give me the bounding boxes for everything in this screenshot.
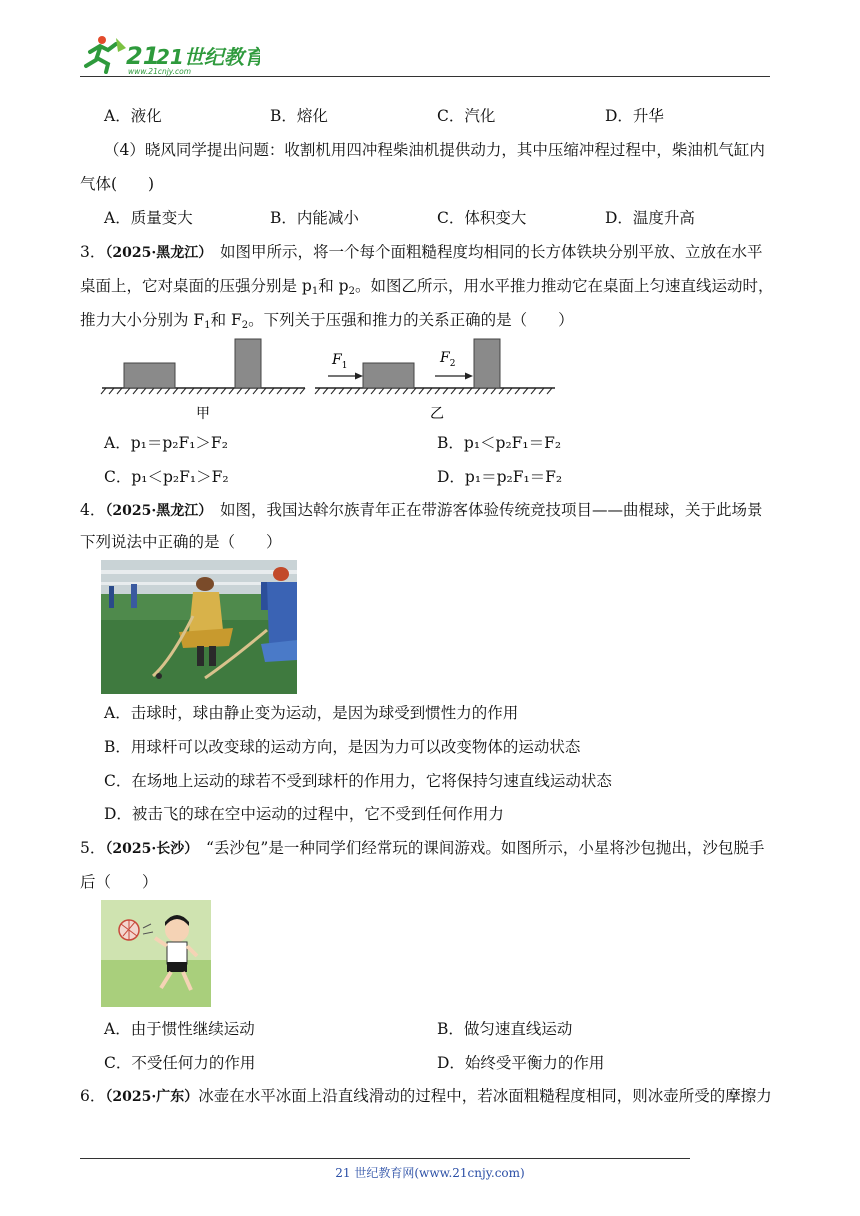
- question-number: 3．: [80, 243, 106, 261]
- question-source: （2025·黑龙江）: [105, 245, 213, 261]
- q4-option-b: B．用球杆可以改变球的运动方向，是因为力可以改变物体的运动状态: [104, 738, 581, 756]
- site-logo: [80, 34, 260, 76]
- q2-part4-option-d: D．温度升高: [605, 209, 695, 227]
- logo-text: 21世纪教育: [156, 45, 260, 69]
- q5-option-c: C．不受任何力的作用: [104, 1054, 256, 1072]
- q3-option-d: D．p₁＝p₂F₁＝F₂: [437, 468, 563, 486]
- q2-option-b: B．熔化: [270, 107, 328, 125]
- q3-option-a: A．p₁＝p₂F₁＞F₂: [104, 434, 228, 452]
- q5-line2: 后（ ）: [80, 873, 158, 891]
- q3-line2: 桌面上，它对桌面的压强分别是 $p_1$和 $p_2$。如图乙所示，用水平推力推动它在桌面上匀速直线运动时，: [80, 277, 774, 297]
- header-rule: [80, 76, 770, 77]
- q4-line2: 下列说法中正确的是（ ）: [80, 533, 282, 551]
- footer-text: 21 世纪教育网(www.21cnjy.com): [335, 1166, 525, 1180]
- footer-rule: [80, 1158, 690, 1159]
- q3-text: 如图甲所示，将一个每个面粗糙程度均相同的长方体铁块分别平放、立放在水平: [219, 243, 763, 261]
- q2-option-d: D．升华: [605, 107, 664, 125]
- question-number: 5．: [80, 839, 106, 857]
- q4-option-a: A．击球时，球由静止变为运动，是因为球受到惯性力的作用: [104, 704, 519, 722]
- q3-line1: [80, 242, 762, 263]
- q3-figure: [100, 336, 560, 426]
- svg-text:21: 21: [126, 42, 160, 70]
- logo-url: www.21cnjy.com: [128, 67, 192, 76]
- q5-option-b: B．做匀速直线运动: [437, 1020, 573, 1038]
- q2-part4-line2: 气体( ): [80, 175, 155, 193]
- q2-part4-option-b: B．内能减小: [270, 209, 359, 227]
- hockey-photo: [101, 560, 297, 694]
- q4-option-d: D．被击飞的球在空中运动的过程中，它不受到任何作用力: [104, 805, 504, 823]
- q2-option-a: A．液化: [104, 107, 162, 125]
- question-number: 4．: [80, 501, 106, 519]
- q4-line1: 4．（2025·黑龙江） 如图，我国达斡尔族青年正在带游客体验传统竞技项目——曲棍球，关于此场景: [80, 501, 763, 519]
- q2-part4-option-a: A．质量变大: [104, 209, 193, 227]
- question-source: （2025·广东）: [105, 1089, 199, 1105]
- f1-label: $F_1$: [332, 352, 348, 371]
- question-number: 6．: [80, 1087, 106, 1105]
- q2-part4-option-c: C．体积变大: [437, 209, 527, 227]
- q5-line1: 5．（2025·长沙） “丢沙包”是一种同学们经常玩的课间游戏。如图所示，小星将沙包抛出，沙包脱手: [80, 839, 765, 857]
- q5-option-d: D．始终受平衡力的作用: [437, 1054, 605, 1072]
- q4-option-c: C．在场地上运动的球若不受到球杆的作用力，它将保持匀速直线运动状态: [104, 772, 612, 790]
- question-source: （2025·黑龙江）: [105, 503, 213, 519]
- q2-part4-line1: （4）晓风同学提出问题：收割机用四冲程柴油机提供动力，其中压缩冲程过程中，柴油机气缸内: [104, 141, 765, 159]
- fig-label-jia: 甲: [196, 406, 210, 422]
- q2-option-c: C．汽化: [437, 107, 496, 125]
- q3-line3: 推力大小分别为 $F_1$和 $F_2$。下列关于压强和推力的关系正确的是（ ）: [80, 311, 574, 331]
- question-source: （2025·长沙）: [105, 841, 199, 857]
- fig-label-yi: 乙: [430, 406, 444, 422]
- runner-icon: [86, 36, 126, 72]
- q3-option-b: B．p₁＜p₂F₁＝F₂: [437, 434, 562, 452]
- q6-line1: 6．（2025·广东）冰壶在水平冰面上沿直线滑动的过程中，若冰面粗糙程度相同，则冰壶所受的摩擦力: [80, 1087, 772, 1105]
- sandbag-illustration: [101, 900, 211, 1007]
- q5-option-a: A．由于惯性继续运动: [104, 1020, 255, 1038]
- f2-label: $F_2$: [440, 350, 456, 369]
- q3-option-c: C．p₁＜p₂F₁＞F₂: [104, 468, 229, 486]
